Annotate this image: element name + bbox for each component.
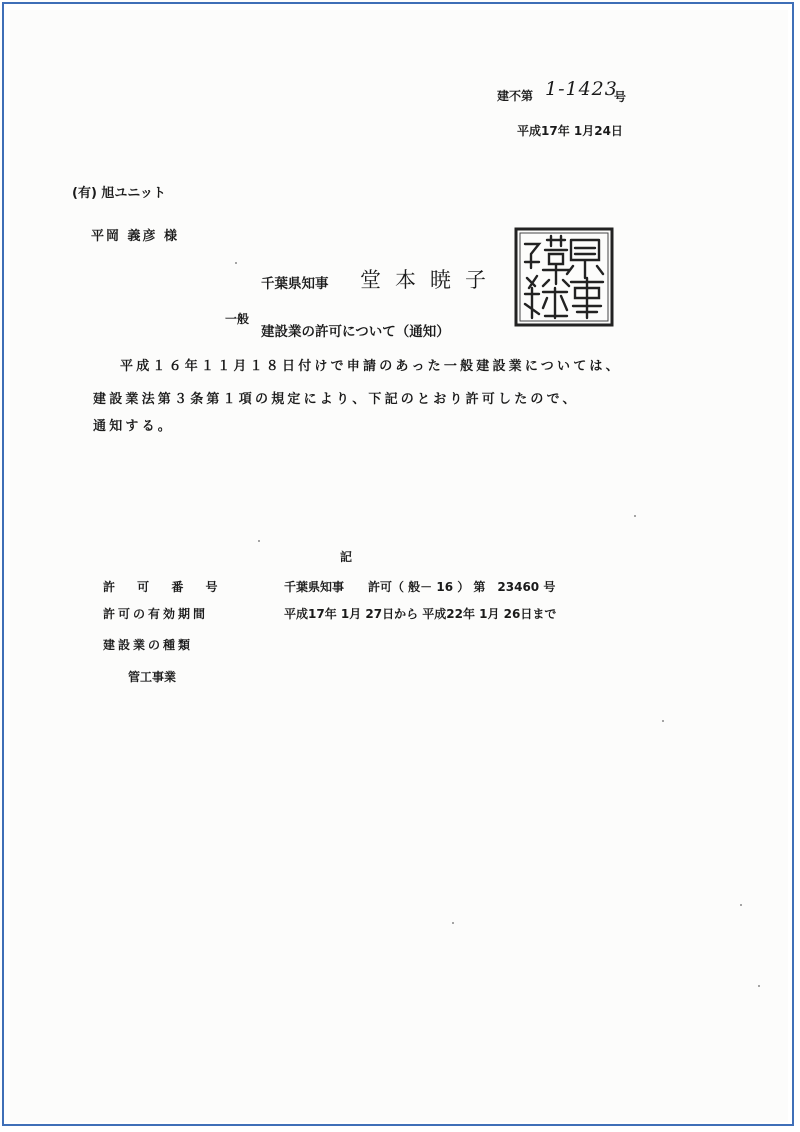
sender-title: 千葉県知事	[261, 276, 329, 292]
reference-number: 1-1423	[545, 78, 618, 100]
scan-speck	[452, 922, 454, 924]
scan-speck	[235, 262, 237, 264]
recipient-name: 平岡 義彦 様	[91, 229, 180, 244]
permit-number-value: 千葉県知事 許可（ 般－ 16 ） 第 23460 号	[284, 580, 556, 594]
scan-speck	[258, 540, 260, 542]
reference-prefix: 建不第	[497, 89, 534, 103]
validity-period-label: 許可の有効期間	[103, 607, 209, 621]
recipient-company: (有) 旭ユニット	[72, 186, 166, 201]
validity-period-value: 平成17年 1月 27日から 平成22年 1月 26日まで	[284, 607, 557, 621]
permit-number-label: 許 可 番 号	[103, 580, 227, 594]
subject-prefix: 一般	[225, 312, 250, 326]
construction-type-label: 建設業の種類	[103, 638, 194, 652]
scan-speck	[634, 515, 636, 517]
body-line-1: 平成１６年１１月１８日付けで申請のあった一般建設業については、	[120, 359, 622, 374]
notice-heading: 記	[340, 550, 353, 564]
document-date: 平成17年 1月24日	[517, 124, 623, 138]
subject-title: 建設業の許可について（通知）	[261, 324, 450, 340]
scan-speck	[758, 985, 760, 987]
document-page	[10, 10, 788, 1122]
sender-name: 堂本暁子	[360, 268, 500, 292]
construction-type-value: 管工事業	[128, 670, 177, 684]
body-line-2: 建設業法第３条第１項の規定により、下記のとおり許可したので、	[93, 392, 579, 407]
body-line-3: 通知する。	[93, 419, 175, 434]
official-seal-icon	[513, 226, 615, 328]
scan-speck	[740, 904, 742, 906]
scan-speck	[662, 720, 664, 722]
reference-suffix: 号	[614, 90, 627, 104]
